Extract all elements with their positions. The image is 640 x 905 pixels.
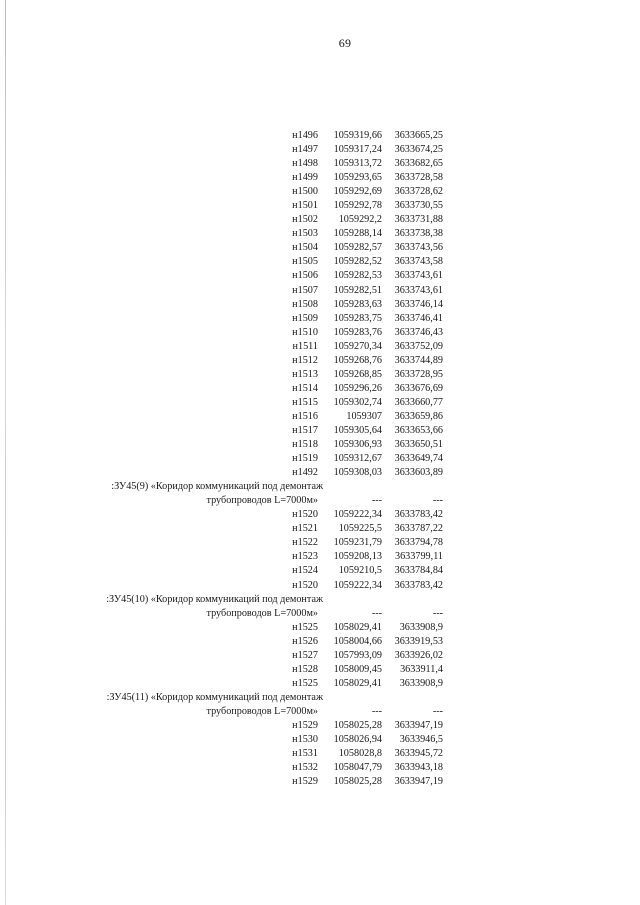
point-id: н1512 bbox=[292, 354, 318, 366]
coord-y: 3633738,38 bbox=[394, 228, 443, 240]
table-row bbox=[0, 536, 640, 550]
coord-y: 3633746,41 bbox=[394, 312, 443, 324]
coord-y: 3633649,74 bbox=[394, 453, 443, 465]
table-section bbox=[0, 691, 640, 789]
section-x-placeholder: --- bbox=[371, 607, 382, 619]
point-id: н1504 bbox=[292, 242, 318, 254]
section-title: :ЗУ45(11) «Коридор коммуникаций под демонтаж bbox=[106, 691, 323, 703]
table-row bbox=[0, 635, 640, 649]
coord-y: 3633787,22 bbox=[394, 523, 443, 535]
coord-x: 1059313,72 bbox=[333, 158, 382, 170]
coord-y: 3633743,61 bbox=[394, 270, 443, 282]
coord-x: 1059268,76 bbox=[333, 354, 382, 366]
table-row bbox=[0, 396, 640, 410]
point-id: н1496 bbox=[292, 130, 318, 141]
coord-y: 3633746,14 bbox=[394, 298, 443, 310]
table-row bbox=[0, 213, 640, 227]
table-section bbox=[0, 480, 640, 592]
section-title-row bbox=[0, 607, 640, 621]
coord-x: 1059282,57 bbox=[333, 242, 382, 254]
coord-x: 1059283,75 bbox=[333, 312, 382, 324]
coord-x: 1059208,13 bbox=[333, 551, 382, 563]
coord-x: 1058009,45 bbox=[333, 663, 382, 675]
coord-y: 3633908,9 bbox=[399, 677, 443, 689]
point-id: н1527 bbox=[292, 649, 318, 661]
coord-y: 3633660,77 bbox=[394, 396, 443, 408]
point-id: н1497 bbox=[292, 144, 318, 156]
point-id: н1526 bbox=[292, 635, 318, 647]
point-id: н1498 bbox=[292, 158, 318, 170]
coord-y: 3633676,69 bbox=[394, 382, 443, 394]
coord-y: 3633728,62 bbox=[394, 186, 443, 198]
point-id: н1518 bbox=[292, 439, 318, 451]
coord-x: 1059305,64 bbox=[333, 424, 382, 436]
coord-x: 1058026,94 bbox=[333, 734, 382, 746]
coord-x: 1059282,52 bbox=[333, 256, 382, 268]
coord-y: 3633943,18 bbox=[394, 762, 443, 774]
coord-y: 3633946,5 bbox=[399, 734, 443, 746]
coord-x: 1059210,5 bbox=[338, 565, 382, 577]
coord-x: 1059283,63 bbox=[333, 298, 382, 310]
coord-y: 3633784,84 bbox=[394, 565, 443, 577]
table-section bbox=[0, 593, 640, 691]
table-row bbox=[0, 129, 640, 143]
section-title-row bbox=[0, 494, 640, 508]
coord-y: 3633731,88 bbox=[394, 214, 443, 226]
coord-x: 1059317,24 bbox=[333, 144, 382, 156]
point-id: н1529 bbox=[292, 719, 318, 731]
table-row bbox=[0, 761, 640, 775]
coord-y: 3633783,42 bbox=[394, 509, 443, 521]
table-row bbox=[0, 312, 640, 326]
table-row bbox=[0, 466, 640, 480]
section-y-placeholder: --- bbox=[432, 607, 443, 619]
coord-y: 3633603,89 bbox=[394, 467, 443, 479]
table-row bbox=[0, 326, 640, 340]
coord-x: 1057993,09 bbox=[333, 649, 382, 661]
coord-x: 1059296,26 bbox=[333, 382, 382, 394]
point-id: н1525 bbox=[292, 621, 318, 633]
point-id: н1507 bbox=[292, 284, 318, 296]
coord-y: 3633743,61 bbox=[394, 284, 443, 296]
point-id: н1509 bbox=[292, 312, 318, 324]
table-row bbox=[0, 340, 640, 354]
coord-x: 1059319,66 bbox=[333, 130, 382, 141]
coord-y: 3633653,66 bbox=[394, 424, 443, 436]
table-row bbox=[0, 255, 640, 269]
section-title-row bbox=[0, 691, 640, 705]
coord-y: 3633752,09 bbox=[394, 340, 443, 352]
coord-x: 1058025,28 bbox=[333, 719, 382, 731]
section-y-placeholder: --- bbox=[432, 705, 443, 717]
point-id: н1514 bbox=[292, 382, 318, 394]
section-x-placeholder: --- bbox=[371, 495, 382, 507]
coord-x: 1059282,53 bbox=[333, 270, 382, 282]
point-id: н1530 bbox=[292, 734, 318, 746]
table-row bbox=[0, 733, 640, 747]
point-id: н1525 bbox=[292, 677, 318, 689]
point-id: н1522 bbox=[292, 537, 318, 549]
table-row bbox=[0, 522, 640, 536]
coord-x: 1059306,93 bbox=[333, 439, 382, 451]
coord-y: 3633665,25 bbox=[394, 130, 443, 141]
coord-y: 3633659,86 bbox=[394, 410, 443, 422]
point-id: н1520 bbox=[292, 509, 318, 521]
section-y-placeholder: --- bbox=[432, 495, 443, 507]
point-id: н1521 bbox=[292, 523, 318, 535]
section-title: :ЗУ45(9) «Коридор коммуникаций под демонтаж bbox=[111, 481, 323, 493]
point-id: н1515 bbox=[292, 396, 318, 408]
coord-x: 1059307 bbox=[346, 410, 382, 422]
table-row bbox=[0, 157, 640, 171]
coord-x: 1059268,85 bbox=[333, 368, 382, 380]
point-id: н1503 bbox=[292, 228, 318, 240]
section-title: трубопроводов L=7000м» bbox=[206, 607, 318, 619]
coord-x: 1058025,28 bbox=[333, 776, 382, 788]
point-id: н1499 bbox=[292, 172, 318, 184]
coord-x: 1058004,66 bbox=[333, 635, 382, 647]
section-title-row bbox=[0, 593, 640, 607]
table-row bbox=[0, 649, 640, 663]
coord-x: 1059288,14 bbox=[333, 228, 382, 240]
coord-y: 3633947,19 bbox=[394, 719, 443, 731]
section-title-row bbox=[0, 480, 640, 494]
section-title: трубопроводов L=7000м» bbox=[206, 495, 318, 507]
coord-x: 1059292,78 bbox=[333, 200, 382, 212]
coord-x: 1059231,79 bbox=[333, 537, 382, 549]
coord-x: 1058047,79 bbox=[333, 762, 382, 774]
point-id: н1506 bbox=[292, 270, 318, 282]
coord-y: 3633743,58 bbox=[394, 256, 443, 268]
table-row bbox=[0, 424, 640, 438]
coord-x: 1059302,74 bbox=[333, 396, 382, 408]
table-row bbox=[0, 171, 640, 185]
coord-x: 1059282,51 bbox=[333, 284, 382, 296]
coord-y: 3633743,56 bbox=[394, 242, 443, 254]
point-id: н1532 bbox=[292, 762, 318, 774]
section-title: :ЗУ45(10) «Коридор коммуникаций под демонтаж bbox=[106, 593, 323, 605]
table-row bbox=[0, 452, 640, 466]
coord-x: 1059312,67 bbox=[333, 453, 382, 465]
coord-y: 3633945,72 bbox=[394, 748, 443, 760]
coord-y: 3633728,95 bbox=[394, 368, 443, 380]
table-row bbox=[0, 579, 640, 593]
table-row bbox=[0, 284, 640, 298]
point-id: н1492 bbox=[292, 467, 318, 479]
coord-x: 1059270,34 bbox=[333, 340, 382, 352]
coord-x: 1059222,34 bbox=[333, 579, 382, 591]
point-id: н1502 bbox=[292, 214, 318, 226]
table-row bbox=[0, 438, 640, 452]
point-id: н1508 bbox=[292, 298, 318, 310]
coord-y: 3633794,78 bbox=[394, 537, 443, 549]
table-row bbox=[0, 410, 640, 424]
table-row bbox=[0, 677, 640, 691]
coord-x: 1059225,5 bbox=[338, 523, 382, 535]
table-row bbox=[0, 550, 640, 564]
point-id: н1511 bbox=[292, 340, 318, 352]
coord-y: 3633682,65 bbox=[394, 158, 443, 170]
coord-x: 1059292,2 bbox=[338, 214, 382, 226]
point-id: н1524 bbox=[292, 565, 318, 577]
table-section bbox=[0, 129, 640, 480]
coord-y: 3633911,4 bbox=[400, 663, 443, 675]
point-id: н1517 bbox=[292, 424, 318, 436]
coord-y: 3633674,25 bbox=[394, 144, 443, 156]
coord-y: 3633650,51 bbox=[394, 439, 443, 451]
table-row bbox=[0, 298, 640, 312]
coord-x: 1059222,34 bbox=[333, 509, 382, 521]
table-row bbox=[0, 508, 640, 522]
coord-x: 1059283,76 bbox=[333, 326, 382, 338]
coordinates-table bbox=[0, 129, 640, 789]
point-id: н1501 bbox=[292, 200, 318, 212]
table-row bbox=[0, 747, 640, 761]
coord-x: 1059292,69 bbox=[333, 186, 382, 198]
table-row bbox=[0, 227, 640, 241]
table-row bbox=[0, 185, 640, 199]
point-id: н1523 bbox=[292, 551, 318, 563]
point-id: н1513 bbox=[292, 368, 318, 380]
coord-x: 1059293,65 bbox=[333, 172, 382, 184]
coord-x: 1059308,03 bbox=[333, 467, 382, 479]
table-row bbox=[0, 621, 640, 635]
coord-y: 3633783,42 bbox=[394, 579, 443, 591]
table-row bbox=[0, 241, 640, 255]
section-x-placeholder: --- bbox=[371, 705, 382, 717]
point-id: н1505 bbox=[292, 256, 318, 268]
table-row bbox=[0, 775, 640, 789]
coord-y: 3633746,43 bbox=[394, 326, 443, 338]
point-id: н1529 bbox=[292, 776, 318, 788]
coord-y: 3633730,55 bbox=[394, 200, 443, 212]
table-row bbox=[0, 269, 640, 283]
section-title-row bbox=[0, 705, 640, 719]
coord-y: 3633947,19 bbox=[394, 776, 443, 788]
section-title: трубопроводов L=7000м» bbox=[206, 705, 318, 717]
coord-y: 3633919,53 bbox=[394, 635, 443, 647]
point-id: н1531 bbox=[292, 748, 318, 760]
page-number: 69 bbox=[338, 36, 352, 50]
table-row bbox=[0, 382, 640, 396]
table-row bbox=[0, 368, 640, 382]
point-id: н1510 bbox=[292, 326, 318, 338]
coord-y: 3633744,89 bbox=[394, 354, 443, 366]
coord-y: 3633728,58 bbox=[394, 172, 443, 184]
point-id: н1528 bbox=[292, 663, 318, 675]
table-row bbox=[0, 663, 640, 677]
point-id: н1516 bbox=[292, 410, 318, 422]
point-id: н1520 bbox=[292, 579, 318, 591]
point-id: н1500 bbox=[292, 186, 318, 198]
table-row bbox=[0, 143, 640, 157]
table-row bbox=[0, 564, 640, 578]
table-row bbox=[0, 354, 640, 368]
coord-x: 1058029,41 bbox=[333, 677, 382, 689]
coord-y: 3633799,11 bbox=[394, 551, 443, 563]
point-id: н1519 bbox=[292, 453, 318, 465]
coord-x: 1058028,8 bbox=[338, 748, 382, 760]
table-row bbox=[0, 719, 640, 733]
table-row bbox=[0, 199, 640, 213]
coord-y: 3633908,9 bbox=[399, 621, 443, 633]
coord-y: 3633926,02 bbox=[394, 649, 443, 661]
coord-x: 1058029,41 bbox=[333, 621, 382, 633]
